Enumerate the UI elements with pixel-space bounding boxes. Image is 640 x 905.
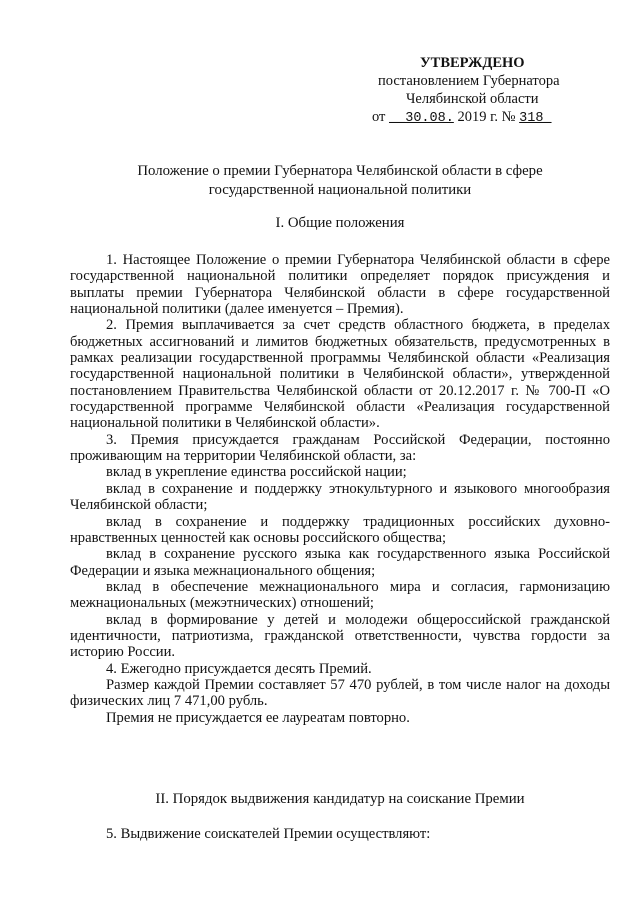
document-body: [70, 252, 610, 726]
approval-number: 318_: [519, 111, 552, 126]
list-item-identity: вклад в формирование у детей и молодежи общероссийской гражданской идентичности, патриотизма, гражданской ответственности, чувства гордости за историю России.: [70, 611, 610, 661]
approval-date: __30.08.: [389, 111, 454, 126]
paragraph-3: 3. Премия присуждается гражданам Российской Федерации, постоянно проживающим на территории Челябинской области, за:: [70, 431, 610, 465]
title-line-1: Положение о премии Губернатора Челябинской области в сфере: [137, 163, 543, 179]
section-heading-1: I. Общие положения: [275, 215, 405, 231]
list-item-diversity: вклад в сохранение и поддержку этнокультурного и языкового многообразия Челябинской области;: [70, 480, 610, 514]
list-item-language: вклад в сохранение русского языка как государственного языка Российской Федерации и языка межнационального общения;: [70, 546, 610, 579]
list-item-peace: вклад в обеспечение межнационального мира и согласия, гармонизацию межнациональных (межэтнических) отношений;: [70, 578, 610, 612]
paragraph-amount: Размер каждой Премии составляет 57 470 рублей, в том числе налог на доходы физических лиц 7 471,00 рубль.: [70, 676, 610, 710]
paragraph-repeat: Премия не присуждается ее лауреатам повторно.: [106, 709, 410, 726]
approval-date-line: [372, 108, 632, 128]
list-item-values: вклад в сохранение и поддержку традиционных российских духовно-нравственных ценностей как основы российского общества;: [70, 513, 610, 546]
approval-stamp: [372, 54, 632, 128]
list-item-unity: вклад в укрепление единства российской нации;: [106, 464, 407, 481]
document-title: [70, 162, 610, 200]
section-heading-2: II. Порядок выдвижения кандидатур на соискание Премии: [155, 791, 525, 807]
paragraph-2: 2. Премия выплачивается за счет средств областного бюджета, в пределах бюджетных ассигнований и лимитов бюджетных обязательств, предусмотренных в рамках реализации государственной программы Челябинской области «Реализация государственной национальной политики в Челябинской области», утвержденной постановлением Правительства Челябинской области от 20.12.2017 г. № 700-П «О государственной программе Челябинской области «Реализация государственной национальной политики в Челябинской области».: [70, 317, 610, 432]
approval-decree: постановлением Губернатора: [378, 73, 560, 89]
approval-region: Челябинской области: [406, 91, 539, 107]
approval-year: 2019 г. №: [457, 109, 516, 125]
approval-date-prefix: от: [372, 109, 386, 125]
document-body-continued: [70, 826, 610, 842]
paragraph-5: 5. Выдвижение соискателей Премии осуществляют:: [106, 826, 431, 842]
paragraph-1: 1. Настоящее Положение о премии Губернатора Челябинской области в сфере государственной национальной политики определяет порядок присуждения и выплаты премии Губернатора Челябинской области в сфере государственной национальной политики (далее именуется – Премия).: [70, 252, 610, 318]
paragraph-4: 4. Ежегодно присуждается десять Премий.: [106, 660, 372, 677]
title-line-2: государственной национальной политики: [208, 182, 472, 198]
approval-heading: УТВЕРЖДЕНО: [420, 55, 525, 71]
